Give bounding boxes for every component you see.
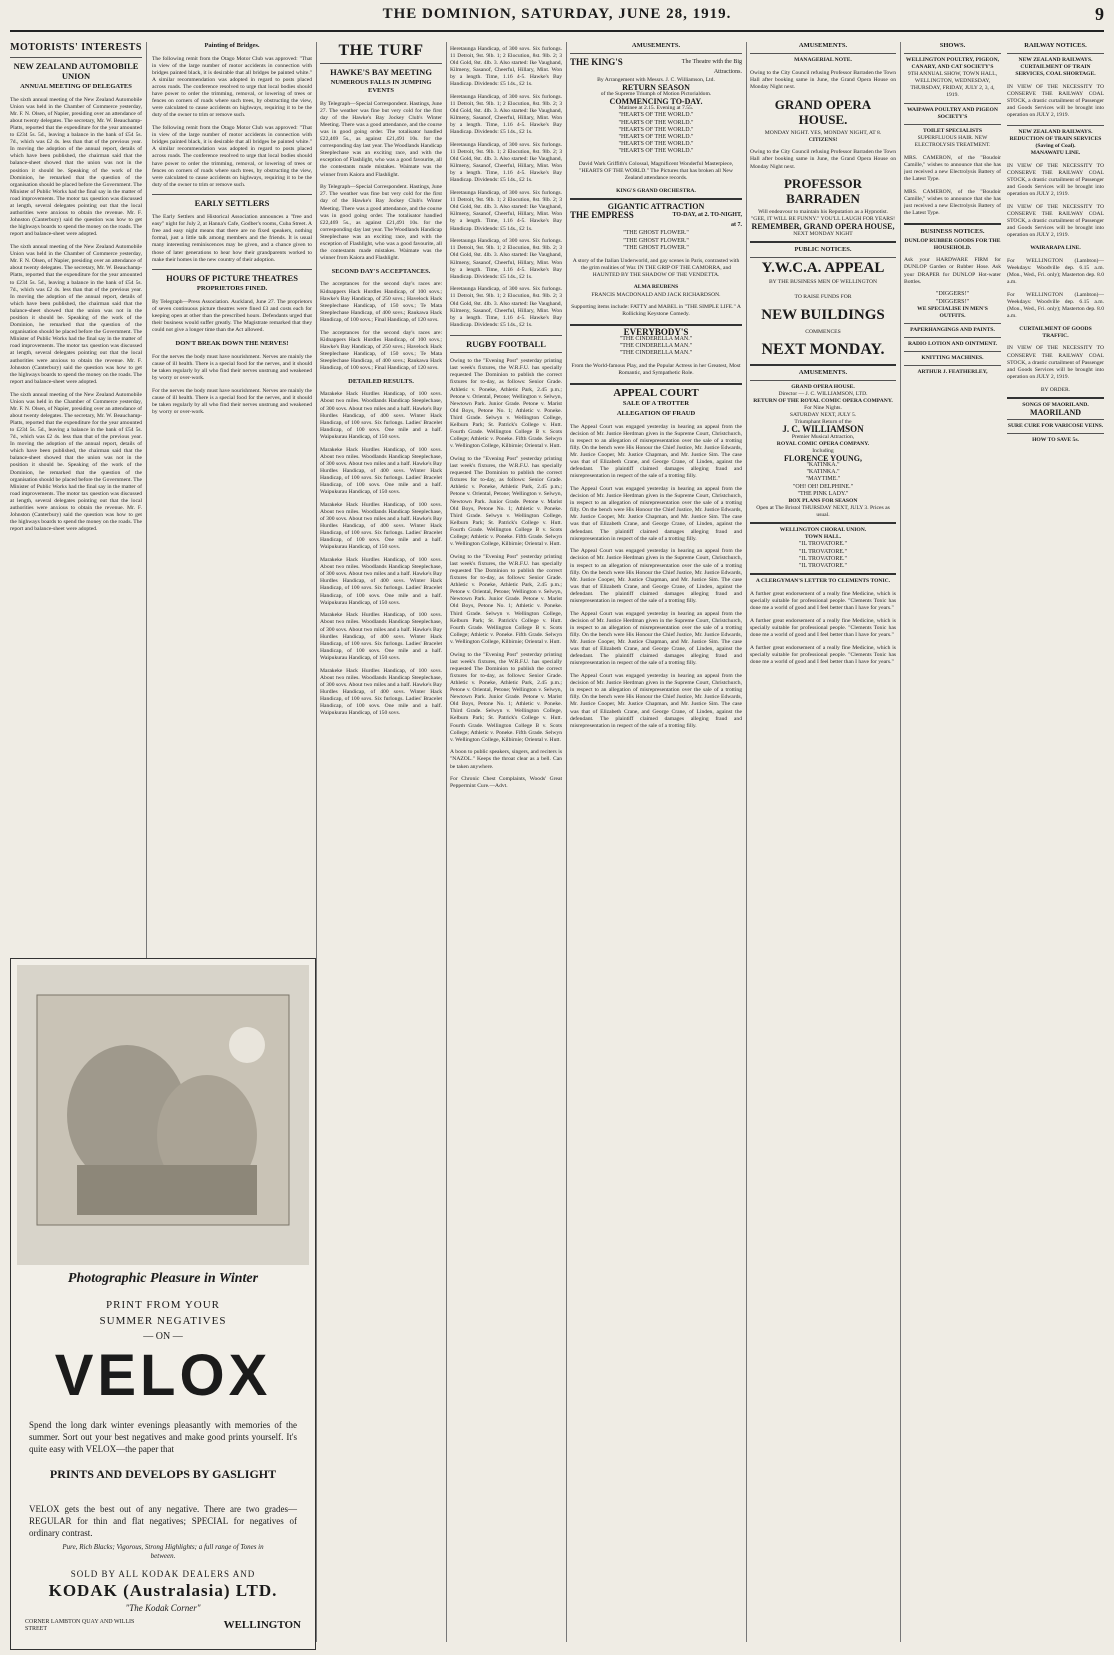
- ad-address: CORNER LAMBTON QUAY AND WILLIS STREET: [25, 1619, 135, 1632]
- ghost-line: "THE GHOST FLOWER.": [623, 237, 689, 244]
- wairarapa-text: For WELLINGTON (Lambton)—Weekdays: Woodville dep. 6.15 a.m. (Mon., Wed., Fri. only); Masterton dep. 8.0 a.m.: [1007, 257, 1104, 285]
- pink-lady: "THE PINK LADY.": [797, 490, 849, 497]
- velox-brand: VELOX: [54, 1343, 272, 1408]
- hearts-line: "HEARTS OF THE WORLD.": [618, 119, 694, 126]
- katinka: "KATINKA.": [806, 469, 840, 476]
- column-turf: [320, 40, 442, 1640]
- return-royal: RETURN OF THE ROYAL COMIC OPERA COMPANY.: [753, 398, 893, 405]
- maytime: "MAYTIME.": [805, 476, 841, 483]
- goh-line: MONDAY NIGHT. YES, MONDAY NIGHT, AT 8.: [764, 129, 882, 136]
- article-headline: RUGBY FOOTBALL: [466, 338, 546, 349]
- article-headline: NEW ZEALAND AUTOMOBILE UNION: [13, 61, 139, 81]
- article-body: Owing to the "Evening Post" yesterday printing last week's fixtures, the W.R.F.U. has specially requested The Dominion to publish the correct fixtures for to-day, as follows: Senior Grade. Athletic v. Poneke, Athletic Park, 2.45 p.m.; Petone v. Oriental, Petone; Wellington v. Selwyn, Newtown Park. Junior Grade. Petone v. Marist Old Boys, Petone No. 1; Athletic v. Poneke. Third Grade. Selwyn v. Wellington College, Kelburn Park; St. Patrick's College v. Hutt. Fourth Grade. Wellington College B v. Scots College; Athletic v. Poneke. Fifth Grade. Selwyn v. Wellington College, Kilbirnie; Oriental v. Hutt.: [450, 651, 562, 743]
- article-subhead: ALLEGATION OF FRAUD: [616, 410, 696, 418]
- manawatu-line: MANAWATU LINE.: [1030, 150, 1081, 157]
- cinderella-description: From the World-famous Play, and the Popular Actress in her Greatest, Most Romantic, and Sympathetic Role.: [571, 363, 741, 377]
- article-headline: HOURS OF PICTURE THEATRES: [166, 273, 298, 284]
- director: Director — J. C. WILLIAMSON, LTD.: [778, 390, 868, 397]
- article-body: The Appeal Court was engaged yesterday in hearing an appeal from the decision of Mr. Justice Herdman given in the Supreme Court, Christchurch, in respect to an allegation of misrepresentation over the sale of a trotting filly. On the bench were His Honour the Chief Justice, Mr. Justice Edwards, Mr. Justice Cooper, Mr. Justice Chapman, and Mr. Justice Sim. The case was that of Elizabeth Crane, and George Crane, of Linden, against the defendant. The plaintiff claimed damages alleging fraud and misrepresentation in respect of the sale of a trotting filly.: [570, 610, 742, 667]
- article-body: Heretaunga Handicap, of 300 sovs. Six furlongs. 11 Detroit, 9st. 9lb. 1; 2 Elocution, 8st. 9lb. 2; 3 Old Gold, 8st. 4lb. 3. Also started: Ike Vaughand, Kilmeny, Sasanof, Cheerful, Hillary, Mint. Won by a length. Time, 1.16 4-5. Hawke's Bay Handicap. Dividends: £5 14s., £2 1s.: [450, 190, 562, 232]
- article-body: By Telegraph—Special Correspondent. Hastings, June 27. The weather was fine but very cold for the first day of the Hawke's Bay Jockey Club's Winter Meeting. There was a good attendance, and the course was in good going order. The totalisator handled £22,469 5s., as against £21,491 10s. for the corresponding day last year. The Woodlands Handicap Steeplechase was an exciting race, and with the exception of Flashlight, who was a good favourite, all the contestants made mistakes. Waimate was the winner from Kaiora and Flashlight.: [320, 100, 442, 178]
- article-body: A boon to public speakers, singers, and reciters is "NAZOL." Keeps the throat clear as a bell. Can be taken anywhere.: [450, 749, 562, 770]
- wairarapa-text: For WELLINGTON (Lambton)—Weekdays: Woodville dep. 6.15 a.m. (Mon., Wed., Fri. only); Masterton dep. 8.0 a.m.: [1007, 291, 1104, 319]
- section-heading: SHOWS.: [939, 42, 966, 49]
- goh-heading: GRAND OPERA HOUSE.: [791, 383, 855, 390]
- arrangement: By Arrangement with Messrs. J. C. Williamson, Ltd.: [597, 77, 715, 83]
- citizens: CITIZENS!: [808, 136, 838, 143]
- article-body: Marakeke Hack Hurdles Handicap, of 100 sovs. About two miles. Woodlands Handicap Steeplechase, of 300 sovs. About two miles and a half. Hawke's Bay Hurdles Handicap, of 400 sovs. Winter Hack Handicap, of 100 sovs. Six furlongs. Ladies' Bracelet Handicap, of 100 sovs. One mile and a half. Waipukurau Handicap, of 150 sovs.: [320, 667, 442, 717]
- article-body: Owing to the "Evening Post" yesterday printing last week's fixtures, the W.R.F.U. has specially requested The Dominion to publish the correct fixtures for to-day, as follows: Senior Grade. Athletic v. Poneke, Athletic Park, 2.45 p.m.; Petone v. Oriental, Petone; Wellington v. Selwyn, Newtown Park. Junior Grade. Petone v. Marist Old Boys, Petone No. 1; Athletic v. Poneke. Third Grade. Selwyn v. Wellington College, Kelburn Park; St. Patrick's College v. Hutt. Fourth Grade. Wellington College B v. Scots College; Athletic v. Poneke. Fifth Grade. Selwyn v. Wellington College, Kilbirnie; Oriental v. Hutt.: [450, 553, 562, 645]
- column-rule: [900, 42, 901, 1642]
- cinderella-line: "THE CINDERELLA MAN.": [619, 350, 693, 357]
- article-headline: EARLY SETTLERS: [194, 198, 270, 209]
- triumphant: Triumphant Return of the: [794, 419, 852, 426]
- article-subhead: Painting of Bridges.: [204, 42, 260, 49]
- return-season: RETURN SEASON: [622, 83, 690, 93]
- column-amusements-kings: [570, 40, 742, 1640]
- article-headline: HAWKE'S BAY MEETING: [330, 67, 432, 77]
- curtail-text: IN VIEW OF THE NECESSITY TO CONSERVE THE RAILWAY COAL STOCK, a drastic curtailment of Passenger and Goods Services will be brought into operation on JULY 2, 1919.: [1007, 203, 1104, 239]
- specialise: WE SPECIALISE IN MEN'S OUTFITS.: [917, 305, 988, 319]
- choral-union: WELLINGTON CHORAL UNION.: [779, 527, 867, 534]
- empress-attraction: GIGANTIC ATTRACTION: [607, 202, 705, 212]
- including: Including: [812, 447, 834, 454]
- ad-sold: SOLD BY ALL KODAK DEALERS AND: [70, 1569, 256, 1579]
- ad-tagline: "The Kodak Corner": [125, 1603, 201, 1613]
- article-body: The following remit from the Otago Motor Club was approved: "That in view of the large number of motor accidents in connection with bridges painted black, it is desirable that all bridges be painted white." A similar recommendation was adopted in regard to posts placed across roads. The conference resolved to urge that local bodies should have power to order the trimming, removal, or lowering of trees or fences on corners of roads where such trees, by obstructing the view, were calculated to cause accidents on highways, requiring it to be the duty of the owner to trim or remove such.: [152, 125, 312, 188]
- diggers: "DIGGERS!": [936, 291, 969, 298]
- managerial-note: MANAGERIAL NOTE.: [794, 57, 852, 63]
- masthead-rule: [10, 30, 1104, 32]
- ad-caption: Photographic Pleasure in Winter: [67, 1271, 259, 1286]
- royal-company: ROYAL COMIC OPERA COMPANY.: [776, 440, 870, 447]
- songs-maoriland: SONGS OF MAORILAND.: [1022, 401, 1089, 408]
- professor-barraden: PROFESSOR BARRADEN: [783, 176, 862, 207]
- clergyman-text: A further great endorsement of a really fine Medicine, which is specially suitable for professional people. "Clements Tonic has done me a world of good and I feel better than I have for years.": [750, 617, 896, 638]
- varicose-veins: SURE CURE FOR VARICOSE VEINS.: [1007, 422, 1104, 429]
- article-body: Owing to the "Evening Post" yesterday printing last week's fixtures, the W.R.F.U. has specially requested The Dominion to publish the correct fixtures for to-day, as follows: Senior Grade. Athletic v. Poneke, Athletic Park, 2.45 p.m.; Petone v. Oriental, Petone; Wellington v. Selwyn, Newtown Park. Junior Grade. Petone v. Marist Old Boys, Petone No. 1; Athletic v. Poneke. Third Grade. Selwyn v. Wellington College, Kelburn Park; St. Patrick's College v. Hutt. Fourth Grade. Wellington College B v. Scots College; Athletic v. Poneke. Fifth Grade. Selwyn v. Wellington College, Kilbirnie; Oriental v. Hutt.: [450, 358, 562, 450]
- hearts-description: David Wark Griffith's Colossal, Magnificent Wonderful Masterpiece, "HEARTS OF THE WORLD." The Pictures that has broken all New Zealand attendance records.: [578, 161, 734, 182]
- nz-railways: NEW ZEALAND RAILWAYS.: [1018, 57, 1093, 63]
- sessions: Matinee at 2.15. Evening at 7.55.: [618, 105, 694, 112]
- ghost-line: "THE GHOST FLOWER.": [623, 230, 689, 237]
- wairarapa-line: WAIRARAPA LINE.: [1030, 245, 1081, 252]
- commencing: COMMENCING TO-DAY.: [609, 97, 703, 107]
- poultry-society: WELLINGTON POULTRY, PIGEON, CANARY, AND CAT SOCIETY'S: [905, 57, 1000, 71]
- florence-young: FLORENCE YOUNG,: [784, 453, 862, 463]
- column-bridges: [152, 40, 312, 950]
- column-racing-football: [450, 40, 562, 1640]
- next-monday-night: NEXT MONDAY NIGHT: [793, 230, 853, 237]
- trovatore: "IL TROVATORE.": [798, 555, 847, 562]
- ad-line: SUMMER NEGATIVES: [99, 1315, 227, 1327]
- reduction: REDUCTION OF TRAIN SERVICES (Saving of Coal).: [1009, 136, 1102, 150]
- column-rule: [446, 42, 447, 1642]
- cinderella-line: "THE CINDERELLA MAN.": [619, 336, 693, 343]
- curtailment: CURTAILMENT OF TRAIN SERVICES, COAL SHORTAGE.: [1015, 64, 1096, 78]
- cameron-text: MRS. CAMERON, of the "Boudoir Camille," wishes to announce that she has just received a new Electrolysis Battery of the Latest Type.: [904, 154, 1001, 182]
- article-body: Marakeke Hack Hurdles Handicap, of 100 sovs. About two miles. Woodlands Handicap Steeplechase, of 300 sovs. About two miles and a half. Hawke's Bay Hurdles Handicap, of 400 sovs. Winter Hack Handicap, of 100 sovs. Six furlongs. Ladies' Bracelet Handicap, of 100 sovs. One mile and a half. Waipukurau Handicap, of 150 sovs.: [320, 446, 442, 496]
- article-subhead: SECOND DAY'S ACCEPTANCES.: [331, 267, 431, 275]
- trovatore: "IL TROVATORE.": [798, 548, 847, 555]
- section-heading: PUBLIC NOTICES.: [794, 245, 852, 253]
- hearts-line: "HEARTS OF THE WORLD.": [618, 134, 694, 141]
- ad-line: PRINT FROM YOUR: [105, 1299, 221, 1311]
- clergyman-text: A further great endorsement of a really fine Medicine, which is specially suitable for professional people. "Clements Tonic has done me a world of good and I feel better than I have for years.": [750, 590, 896, 612]
- masthead: [0, 0, 1114, 38]
- section-heading: AMUSEMENTS.: [631, 42, 681, 49]
- clergyman-text: A further great endorsement of a really fine Medicine, which is specially suitable for professional people. "Clements Tonic has done me a world of good and I feel better than I have for years.": [750, 644, 896, 665]
- box-plans: BOX PLANS FOR SEASON: [788, 497, 858, 504]
- paperhangings: PAPERHANGINGS AND PAINTS.: [910, 326, 995, 333]
- knitting-machines: KNITTING MACHINES.: [921, 355, 984, 362]
- velox-advertisement: [10, 958, 316, 1650]
- waipawa-society: WAIPAWA POULTRY AND PIGEON SOCIETY'S: [907, 106, 998, 120]
- article-body: For the nerves the body must have nourishment. Nerves are mainly the cause of ill health. There is a special food for the nerves, and it should be taken regularly by all who find their nerves unstrung and weakened by worry or over-work.: [152, 353, 312, 381]
- article-body: Heretaunga Handicap, of 300 sovs. Six furlongs. 11 Detroit, 9st. 9lb. 1; 2 Elocution, 8st. 9lb. 2; 3 Old Gold, 8st. 4lb. 3. Also started: Ike Vaughand, Kilmeny, Sasanof, Cheerful, Hillary, Mint. Won by a length. Time, 1.16 4-5. Hawke's Bay Handicap. Dividends: £5 14s., £2 1s.: [450, 238, 562, 280]
- dunlop-text: Ask your HARDWARE FIRM for DUNLOP Garden or Rubber Hose. Ask your DRAPER for DUNLOP Hot-water Bottles.: [904, 257, 1001, 285]
- curtail-text: IN VIEW OF THE NECESSITY TO CONSERVE THE RAILWAY COAL STOCK, a drastic curtailment of Passenger and Goods Services will be brought into operation on JULY 2, 1919.: [1007, 83, 1104, 119]
- article-body: The Appeal Court was engaged yesterday in hearing an appeal from the decision of Mr. Justice Herdman given in the Supreme Court, Christchurch, in respect to an allegation of misrepresentation over the sale of a trotting filly. On the bench were His Honour the Chief Justice, Mr. Justice Edwards, Mr. Justice Cooper, Mr. Justice Chapman, and Mr. Justice Sim. The case was that of Elizabeth Crane, and George Crane, of Linden, against the defendant. The plaintiff claimed damages alleging fraud and misrepresentation in respect of the sale of a trotting filly.: [570, 486, 742, 542]
- article-body: Heretaunga Handicap, of 300 sovs. Six furlongs. 11 Detroit, 9st. 9lb. 1; 2 Elocution, 8st. 9lb. 2; 3 Old Gold, 8st. 4lb. 3. Also started: Ike Vaughand, Kilmeny, Sasanof, Cheerful, Hillary, Mint. Won by a length. Time, 1.16 4-5. Hawke's Bay Handicap. Dividends: £5 14s., £2 1s.: [450, 286, 562, 328]
- article-body: Marakeke Hack Hurdles Handicap, of 100 sovs. About two miles. Woodlands Handicap Steeplechase, of 300 sovs. About two miles and a half. Hawke's Bay Hurdles Handicap, of 400 sovs. Winter Hack Handicap, of 100 sovs. Six furlongs. Ladies' Bracelet Handicap, of 100 sovs. One mile and a half. Waipukurau Handicap, of 150 sovs.: [320, 557, 442, 606]
- kings-theatre-name: THE KING'S: [570, 57, 623, 67]
- article-body: The Appeal Court was engaged yesterday in hearing an appeal from the decision of Mr. Justice Herdman given in the Supreme Court, Christchurch, in respect to an allegation of misrepresentation over the sale of a trotting filly. On the bench were His Honour the Chief Justice, Mr. Justice Edwards, Mr. Justice Cooper, Mr. Justice Chapman, and Mr. Justice Sim. The case was that of Elizabeth Crane, and George Crane, of Linden, against the defendant. The plaintiff claimed damages alleging fraud and misrepresentation in respect of the sale of a trotting filly.: [570, 673, 742, 729]
- column-rule: [746, 42, 747, 1642]
- article-subhead: SALE OF A TROTTER: [622, 400, 690, 408]
- superfluous-hair: SUPERFLUOUS HAIR. NEW ELECTROLYSIS TREATMENT.: [914, 134, 991, 148]
- section-heading: THE TURF: [338, 42, 424, 59]
- winter-photo-illustration: [17, 965, 309, 1265]
- article-subhead: DON'T BREAK DOWN THE NERVES!: [175, 339, 289, 347]
- article-body-cont: The sixth annual meeting of the New Zealand Automobile Union was held in the Chamber of Commerce yesterday, Mr. F. N. Olsen, of Napier, presiding over an attendance of about twenty delegates. The secretary, Mr. W. Beauchamp-Platts, reported that the expenditure for the year amounted to £234 5s. 5d., leaving a balance in the bank of £54 5s. 7d., which was £2 4s. less than that of the previous year. In moving the adoption of the annual report, details of which have been published, the chairman said that the balance-sheet showed that the union was not in the position it should be. Speaking of the work of the Dominion, he remarked that the question of the organisation should be placed before the Government. The Minister of Public Works had the final say in the matter of road improvements. The motor tax question was discussed at length, several delegates pointing out that the local authorities were anxious to obtain the revenue. Mr. F. Johnston (Canterbury) said the question was how to get the highways boards to spend the money on the roads. The report and balance-sheet were adopted.: [10, 244, 142, 385]
- ad-subhead: PRINTS AND DEVELOPS BY GASLIGHT: [49, 1467, 277, 1481]
- ad-body: Spend the long dark winter evenings pleasantly with memories of the summer. Sort out your best negatives and make good prints yourself. It's quite easy with VELOX—the paper that: [29, 1420, 297, 1454]
- empress-theatre-name: THE EMPRESS: [570, 210, 634, 221]
- prof-description: Will endeavour to maintain his Reputation as a Hypnotist.: [758, 209, 888, 216]
- column-barraden-ywca: [750, 40, 896, 1640]
- orchestra: KING'S GRAND ORCHESTRA.: [616, 188, 696, 195]
- article-body: The Appeal Court was engaged yesterday in hearing an appeal from the decision of Mr. Justice Herdman given in the Supreme Court, Christchurch, in respect to an allegation of misrepresentation over the sale of a trotting filly. On the bench were His Honour the Chief Justice, Mr. Justice Edwards, Mr. Justice Cooper, Mr. Justice Chapman, and Mr. Justice Sim. The case was that of Elizabeth Crane, and George Crane, of Linden, against the defendant. The plaintiff claimed damages alleging fraud and misrepresentation in respect of the sale of a trotting filly.: [570, 423, 742, 480]
- saturday-next: SATURDAY NEXT, JULY 5.: [789, 412, 857, 419]
- article-subhead: ANNUAL MEETING OF DELEGATES: [20, 83, 132, 90]
- ywca-by: BY THE BUSINESS MEN OF WELLINGTON: [768, 278, 878, 285]
- article-body: For Chronic Chest Complaints, Woods' Great Peppermint Cure.—Advt.: [450, 776, 562, 790]
- article-body: Marakeke Hack Hurdles Handicap, of 100 sovs. About two miles. Woodlands Handicap Steeplechase, of 300 sovs. About two miles and a half. Hawke's Bay Hurdles Handicap, of 400 sovs. Winter Hack Handicap, of 100 sovs. Six furlongs. Ladies' Bracelet Handicap, of 100 sovs. One mile and a half. Waipukurau Handicap, of 150 sovs.: [320, 501, 442, 551]
- article-body: The sixth annual meeting of the New Zealand Automobile Union was held in the Chamber of Commerce yesterday, Mr. F. N. Olsen, of Napier, presiding over an attendance of about twenty delegates. The secretary, Mr. W. Beauchamp-Platts, reported that the expenditure for the year amounted to £234 5s. 5d., leaving a balance in the bank of £54 5s. 7d., which was £2 4s. less than that of the previous year. In moving the adoption of the annual report, details of which have been published, the chairman said that the balance-sheet showed that the union was not in the position it should be. Speaking of the work of the Dominion, he remarked that the question of the organisation should be placed before the Government. The Minister of Public Works had the final say in the matter of road improvements. The motor tax question was discussed at length, several delegates pointing out that the local authorities were anxious to obtain the revenue. Mr. F. Johnston (Canterbury) said the question was how to get the highways boards to spend the money on the roads. The report and balance-sheet were adopted.: [10, 96, 142, 238]
- maoriland: MAORILAND: [1029, 407, 1082, 417]
- francis: FRANCIS MACDONALD AND JACK RICHARDSON.: [591, 291, 721, 298]
- section-heading: RAILWAY NOTICES.: [1024, 42, 1087, 49]
- town-hall: TOWN HALL.: [804, 534, 842, 541]
- nz-railways: NEW ZEALAND RAILWAYS.: [1018, 128, 1093, 135]
- column-rule: [316, 42, 317, 1642]
- column-rule: [566, 42, 567, 1642]
- arthur-featherley: ARTHUR J. FEATHERLEY,: [917, 369, 988, 376]
- delphine: "OH! OH! DELPHINE.": [792, 483, 854, 490]
- jcw: J. C. WILLIAMSON: [782, 424, 864, 435]
- hearts-line: "HEARTS OF THE WORLD.": [618, 141, 694, 148]
- section-heading: AMUSEMENTS.: [798, 42, 848, 49]
- new-buildings: NEW BUILDINGS: [761, 306, 885, 323]
- article-body: Heretaunga Handicap, of 300 sovs. Six furlongs. 11 Detroit, 9st. 9lb. 1; 2 Elocution, 8st. 9lb. 2; 3 Old Gold, 8st. 4lb. 3. Also started: Ike Vaughand, Kilmeny, Sasanof, Cheerful, Hillary, Mint. Won by a length. Time, 1.16 4-5. Hawke's Bay Handicap. Dividends: £5 14s., £2 1s.: [450, 45, 562, 88]
- trovatore: "IL TROVATORE.": [798, 563, 847, 569]
- next-monday: NEXT MONDAY.: [761, 340, 885, 358]
- article-body: The following remit from the Otago Motor Club was approved: "That in view of the large number of motor accidents in connection with bridges painted black, it is desirable that all bridges be painted white." A similar recommendation was adopted in regard to posts placed across roads. The conference resolved to urge that local bodies should have power to order the trimming, removal, or lowering of trees or fences on corners of roads where such trees, by obstructing the view, were calculated to cause accidents on highways, requiring it to be the duty of the owner to trim or remove such.: [152, 55, 312, 119]
- article-body-cont: The sixth annual meeting of the New Zealand Automobile Union was held in the Chamber of Commerce yesterday, Mr. F. N. Olsen, of Napier, presiding over an attendance of about twenty delegates. The secretary, Mr. W. Beauchamp-Platts, reported that the expenditure for the year amounted to £234 5s. 5d., leaving a balance in the bank of £54 5s. 7d., which was £2 4s. less than that of the previous year. In moving the adoption of the annual report, details of which have been published, the chairman said that the balance-sheet showed that the union was not in the position it should be. Speaking of the work of the Dominion, he remarked that the question of the organisation should be placed before the Government. The Minister of Public Works had the final say in the matter of road improvements. The motor tax question was discussed at length, several delegates pointing out that the local authorities were anxious to obtain the revenue. Mr. F. Johnston (Canterbury) said the question was how to get the highways boards to spend the money on the roads. The report and balance-sheet were adopted.: [10, 391, 142, 533]
- box-open: Open at The Bristol THURSDAY NEXT, JULY 3. Prices as usual.: [756, 505, 890, 519]
- ad-line: — ON —: [143, 1331, 183, 1342]
- ywca-appeal: Y.W.C.A. APPEAL: [761, 259, 885, 276]
- newspaper-title: THE DOMINION, SATURDAY, JUNE 28, 1919.: [382, 6, 732, 22]
- article-body: Marakeke Hack Hurdles Handicap, of 100 sovs. About two miles. Woodlands Handicap Steeplechase, of 300 sovs. About two miles and a half. Hawke's Bay Hurdles Handicap, of 400 sovs. Winter Hack Handicap, of 100 sovs. Six furlongs. Ladies' Bracelet Handicap, of 100 sovs. One mile and a half. Waipukurau Handicap, of 150 sovs.: [320, 612, 442, 661]
- save-5s: HOW TO SAVE 5s.: [1032, 436, 1079, 443]
- article-body: Heretaunga Handicap, of 300 sovs. Six furlongs. 11 Detroit, 9st. 9lb. 1; 2 Elocution, 8st. 9lb. 2; 3 Old Gold, 8st. 4lb. 3. Also started: Ike Vaughand, Kilmeny, Sasanof, Cheerful, Hillary, Mint. Won by a length. Time, 1.16 4-5. Hawke's Bay Handicap. Dividends: £5 14s., £2 1s.: [450, 93, 562, 136]
- return-of: of the Supreme Triumph of Motion Pictorialdom.: [600, 91, 712, 98]
- section-heading: BUSINESS NOTICES.: [920, 227, 985, 235]
- article-body: Owing to the "Evening Post" yesterday printing last week's fixtures, the W.R.F.U. has specially requested The Dominion to publish the correct fixtures for to-day, as follows: Senior Grade. Athletic v. Poneke, Athletic Park, 2.45 p.m.; Petone v. Oriental, Petone; Wellington v. Selwyn, Newtown Park. Junior Grade. Petone v. Marist Old Boys, Petone No. 1; Athletic v. Poneke. Third Grade. Selwyn v. Wellington College, Kelburn Park; St. Patrick's College v. Hutt. Fourth Grade. Wellington College B v. Scots College; Athletic v. Poneke. Fifth Grade. Selwyn v. Wellington College, Kilbirnie; Oriental v. Hutt.: [450, 455, 562, 548]
- supporting-items: Supporting items include: FATTY and MABEL in "THE SIMPLE LIFE." A Rollicking Keystone Comedy.: [571, 304, 741, 318]
- hearts-line: "HEARTS OF THE WORLD.": [618, 112, 694, 119]
- nine-nights: For Nine Nights.: [804, 405, 842, 412]
- toilet-specialists: TOILET SPECIALISTS: [922, 127, 983, 134]
- section-heading: MOTORISTS' INTERESTS: [10, 42, 142, 53]
- article-body: The acceptances for the second day's races are: Kidnappers Hack Hurdles Handicap, of 100 sovs.; Hawke's Bay Handicap, of 250 sovs.; Havelock Hack Steeplechase Handicap, of 150 sovs.; Te Mata Steeplechase Handicap, of 400 sovs.; Raukawa Hack Handicap, of 100 sovs.; Final Handicap, of 120 sovs.: [320, 329, 442, 372]
- article-body: The acceptances for the second day's races are: Kidnappers Hack Hurdles Handicap, of 100 sovs.; Hawke's Bay Handicap, of 250 sovs.; Havelock Hack Steeplechase Handicap, of 150 sovs.; Te Mata Steeplechase Handicap, of 400 sovs.; Raukawa Hack Handicap, of 100 sovs.; Final Handicap, of 120 sovs.: [320, 281, 442, 323]
- hearts-line: "HEARTS OF THE WORLD.": [618, 148, 694, 155]
- premier: Premier Musical Attraction,: [791, 433, 855, 440]
- article-body: By Telegraph—Press Association. Auckland, June 27. The proprietors of seven continuous picture theatres were fined £3 and costs each for keeping open at other than the prescribed hours. Defendants urged that their business would suffer greatly. The Magistrate remarked that they could not give a longer time than the Act allowed.: [152, 298, 312, 334]
- ad-body: VELOX gets the best out of any negative. There are two grades—REGULAR for thin and flat negatives; SPECIAL for negatives of ordinary contrast.: [29, 1504, 297, 1538]
- managerial-text: Owing to the City Council refusing Professor Barraden the Town Hall after booking same in June, the Grand Opera House on Monday Night next.: [750, 69, 896, 90]
- article-headline: APPEAL COURT: [613, 387, 699, 400]
- managerial-text: Owing to the City Council refusing Professor Barraden the Town Hall after booking same in June, the Grand Opera House on Monday Night next.: [750, 149, 896, 170]
- ad-city: WELLINGTON: [223, 1619, 301, 1631]
- radio-lotion: RADIO LOTION AND OINTMENT.: [907, 341, 998, 347]
- ywca-raise: TO RAISE FUNDS FOR: [794, 293, 852, 300]
- cameron-text: MRS. CAMERON, of the "Boudoir Camille," wishes to announce that she has just received a new Electrolysis Battery of the Latest Type.: [904, 188, 1001, 216]
- ghost-description: A story of the Italian Underworld, and gay scenes in Paris, contrasted with the grim realities of War. IN THE GRIP OF THE CAMORRA, and HAUNTED BY THE SHADOW OF THE VENDETTA.: [572, 257, 740, 278]
- page-number: 9: [1095, 4, 1104, 24]
- curtail-text: IN VIEW OF THE NECESSITY TO CONSERVE THE RAILWAY COAL STOCK, a drastic curtailment of Passenger and Goods Services will be brought into operation on JULY 2, 1919.: [1007, 345, 1104, 380]
- empress-times: TO-DAY, at 2. TO-NIGHT, at 7.: [672, 212, 742, 229]
- column-railway: [904, 40, 1104, 1640]
- article-subhead: PROPRIETORS FINED.: [196, 285, 268, 293]
- clergyman-heading: A CLERGYMAN'S LETTER TO CLEMENTS TONIC.: [755, 578, 891, 585]
- trovatore: "IL TROVATORE.": [798, 541, 847, 548]
- article-body: The Appeal Court was engaged yesterday in hearing an appeal from the decision of Mr. Justice Herdman given in the Supreme Court, Christchurch, in respect to an allegation of misrepresentation over the sale of a trotting filly. On the bench were His Honour the Chief Justice, Mr. Justice Edwards, Mr. Justice Cooper, Mr. Justice Chapman, and Mr. Justice Sim. The case was that of Elizabeth Crane, and George Crane, of Linden, against the defendant. The plaintiff claimed damages alleging fraud and misrepresentation in respect of the sale of a trotting filly.: [570, 548, 742, 604]
- show-dates: 9TH ANNUAL SHOW, TOWN HALL, WELLINGTON, WEDNESDAY, THURSDAY, FRIDAY, JULY 2, 3, 4, 1919.: [907, 71, 998, 99]
- article-subhead: NUMEROUS FALLS IN JUMPING EVENTS: [330, 79, 432, 94]
- katinka: "KATINKA.": [806, 461, 840, 468]
- winter-scene-graphic: [17, 965, 309, 1265]
- by-order: BY ORDER.: [1040, 386, 1071, 393]
- article-body: Marakeke Hack Hurdles Handicap, of 100 sovs. About two miles. Woodlands Handicap Steeplechase, of 300 sovs. About two miles and a half. Hawke's Bay Hurdles Handicap, of 400 sovs. Winter Hack Handicap, of 100 sovs. Six furlongs. Ladies' Bracelet Handicap, of 100 sovs. One mile and a half. Waipukurau Handicap, of 150 sovs.: [320, 391, 442, 440]
- article-body: By Telegraph—Special Correspondent. Hastings, June 27. The weather was fine but very cold for the first day of the Hawke's Bay Jockey Club's Winter Meeting. There was a good attendance, and the course was in good going order. The totalisator handled £22,469 5s., as against £21,491 10s. for the corresponding day last year. The Woodlands Handicap Steeplechase was an exciting race, and with the exception of Flashlight, who was a good favourite, all the contestants made mistakes. Waimate was the winner from Kaiora and Flashlight.: [320, 184, 442, 262]
- article-body: Heretaunga Handicap, of 300 sovs. Six furlongs. 11 Detroit, 9st. 9lb. 1; 2 Elocution, 8st. 9lb. 2; 3 Old Gold, 8st. 4lb. 3. Also started: Ike Vaughand, Kilmeny, Sasanof, Cheerful, Hillary, Mint. Won by a length. Time, 1.16 4-5. Hawke's Bay Handicap. Dividends: £5 14s., £2 1s.: [450, 141, 562, 184]
- ywca-commences: COMMENCES: [805, 328, 841, 335]
- grand-opera-house: GRAND OPERA HOUSE.: [774, 96, 872, 127]
- column-motorists: [10, 40, 142, 950]
- ad-company: KODAK (Australasia) LTD.: [48, 1581, 278, 1600]
- section-heading: AMUSEMENTS.: [798, 368, 848, 376]
- article-body: The Early Settlers and Historical Association announces a "free and easy" night for July 2, at Hanna's Cafe, Godber's rooms, Cuba Street. A free and easy night means that there are no fixed speakers, nothing formal, just a little talk among members and the friends. It is usual many interesting reminiscences may be given, and a chance given to those of later generations to hear how their grandparents worked to make their homes in the new country of their adoption.: [152, 214, 312, 263]
- diggers: "DIGGERS!": [936, 298, 969, 305]
- article-body: For the nerves the body must have nourishment. Nerves are mainly the cause of ill health. There is a special food for the nerves, and it should be taken regularly by all who find their nerves unstrung and weakened by worry or over-work.: [152, 387, 312, 415]
- remember: REMEMBER, GRAND OPERA HOUSE,: [751, 222, 895, 232]
- everybodys-theatre: EVERYBODY'S: [623, 326, 689, 337]
- alma-reubens: ALMA REUBENS: [633, 284, 679, 291]
- kings-tagline: The Theatre with the Big Attractions.: [681, 59, 742, 75]
- cinderella-line: "THE CINDERELLA MAN.": [619, 343, 693, 350]
- dunlop-heading: DUNLOP RUBBER GOODS FOR THE HOUSEHOLD.: [904, 237, 1001, 251]
- curtail-text: IN VIEW OF THE NECESSITY TO CONSERVE THE RAILWAY COAL STOCK, a drastic curtailment of Passenger and Goods Services will be brought into operation on JULY 2, 1919.: [1007, 162, 1104, 198]
- curt-goods: CURTAILMENT OF GOODS TRAFFIC.: [1019, 325, 1092, 339]
- ad-body: Pure, Rich Blacks; Vigorous, Strong Highlights; a full range of Tones in between.: [62, 1543, 264, 1560]
- ghost-line: "THE GHOST FLOWER.": [623, 244, 689, 251]
- laugh: "GEE, IT WILL BE FUNNY." YOU'LL LAUGH FOR YEARS!: [751, 216, 895, 223]
- article-subhead: DETAILED RESULTS.: [348, 377, 414, 385]
- hearts-line: "HEARTS OF THE WORLD.": [618, 126, 694, 133]
